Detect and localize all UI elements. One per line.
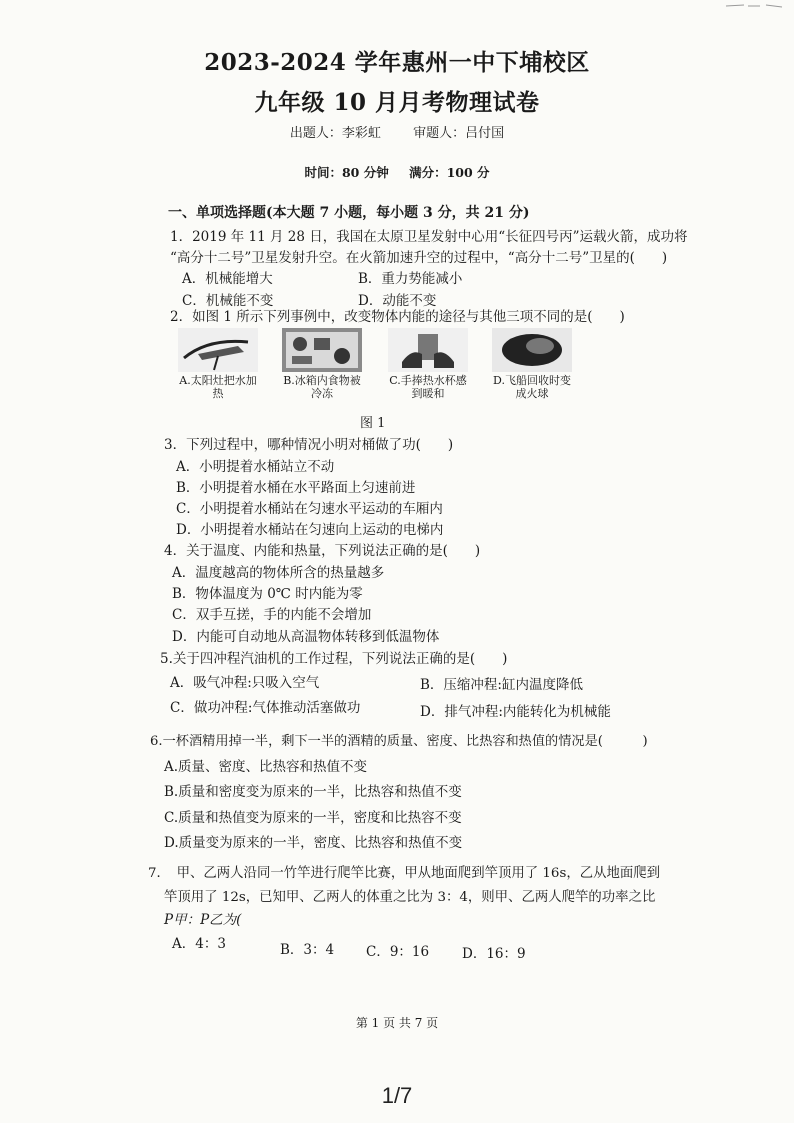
fig-c bbox=[388, 328, 468, 400]
q7-line1: 7． 甲、乙两人沿同一竹竿进行爬竿比赛，甲从地面爬到竿顶用了 16s，乙从地面爬到 bbox=[148, 866, 661, 881]
q5-stem: 5.关于四冲程汽油机的工作过程，下列说法正确的是( ) bbox=[160, 651, 508, 667]
fig-b bbox=[282, 328, 362, 400]
q6-option-b: B.质量和密度变为原来的一半，比热容和热值不变 bbox=[164, 784, 462, 800]
q1-line1: 1．2019 年 11 月 28 日，我国在太原卫星发射中心用“长征四号丙”运载火箭，成功将 bbox=[170, 229, 688, 245]
fig-b-caption: B.冰箱内食物被冷冻 bbox=[283, 374, 361, 400]
q7-line2: 竿顶用了 12s，已知甲、乙两人的体重之比为 3：4，则甲、乙两人爬竿的功率之比 bbox=[164, 890, 656, 905]
time-score-line bbox=[0, 163, 794, 181]
q6-option-c: C.质量和热值变为原来的一半，密度和比热容不变 bbox=[164, 810, 462, 826]
q5-option-d: D．排气冲程:内能转化为机械能 bbox=[420, 704, 611, 720]
q6-stem: 6.一杯酒精用掉一半，剩下一半的酒精的质量、密度、比热容和热值的情况是( ) bbox=[150, 734, 648, 749]
exam-time: 时间：80 分钟 bbox=[304, 165, 389, 180]
q6-option-d: D.质量变为原来的一半，密度、比热容和热值不变 bbox=[164, 835, 463, 851]
q7-option-d: D．16：9 bbox=[462, 946, 526, 962]
q7-option-c: C．9：16 bbox=[366, 944, 430, 960]
q7-line3: P甲：P乙为( bbox=[164, 912, 242, 928]
q3-option-d: D．小明提着水桶站在匀速向上运动的电梯内 bbox=[176, 522, 444, 538]
q4-option-d: D．内能可自动地从高温物体转移到低温物体 bbox=[172, 629, 440, 645]
capsule-fireball-image bbox=[492, 328, 572, 372]
q5-option-a: A．吸气冲程:只吸入空气 bbox=[170, 675, 320, 691]
section-heading: 一、单项选择题(本大题 7 小题，每小题 3 分，共 21 分) bbox=[168, 205, 530, 221]
reviewer: 审题人：吕付国 bbox=[413, 126, 505, 141]
q4-option-a: A．温度越高的物体所含的热量越多 bbox=[172, 565, 385, 581]
q1-option-b: B．重力势能减小 bbox=[358, 271, 463, 287]
q4-option-c: C．双手互搓，手的内能不会增加 bbox=[172, 607, 372, 623]
q1-line2: “高分十二号”卫星发射升空。在火箭加速升空的过程中，“高分十二号”卫星的( ) bbox=[170, 250, 668, 266]
q7-option-b: B．3：4 bbox=[280, 942, 335, 958]
q2-stem: 2．如图 1 所示下列事例中，改变物体内能的途径与其他三项不同的是( ) bbox=[170, 309, 625, 325]
exam-title-line2: 九年级 10 月月考物理试卷 bbox=[254, 89, 540, 116]
setter: 出题人：李彩虹 bbox=[289, 126, 381, 141]
exam-title-line1: 2023-2024 学年惠州一中下埔校区 bbox=[204, 49, 590, 76]
solar-cooker-image bbox=[178, 328, 258, 372]
scan-artifact bbox=[724, 0, 784, 12]
exam-score: 满分：100 分 bbox=[409, 165, 490, 180]
fridge-food-image bbox=[282, 328, 362, 372]
q3-option-c: C．小明提着水桶站在匀速水平运动的车厢内 bbox=[176, 501, 443, 517]
fig-a-caption: A.太阳灶把水加热 bbox=[179, 374, 257, 400]
q1-option-d: D．动能不变 bbox=[358, 293, 437, 309]
fig-a bbox=[178, 328, 258, 400]
q4-stem: 4．关于温度、内能和热量，下列说法正确的是( ) bbox=[164, 543, 481, 559]
viewer-page-indicator: 1/7 bbox=[381, 1083, 413, 1108]
figure-1 bbox=[178, 328, 598, 408]
q5-option-b: B．压缩冲程:缸内温度降低 bbox=[420, 677, 583, 693]
fig-d-caption: D.飞船回收时变成火球 bbox=[493, 374, 571, 400]
figure-1-label: 图 1 bbox=[360, 416, 386, 431]
fig-d bbox=[492, 328, 572, 400]
hands-cup-image bbox=[388, 328, 468, 372]
q1-option-a: A．机械能增大 bbox=[182, 271, 273, 287]
q3-stem: 3．下列过程中，哪种情况小明对桶做了功( ) bbox=[164, 437, 454, 453]
q7-option-a: A．4：3 bbox=[172, 936, 226, 952]
fig-c-caption: C.手捧热水杯感到暖和 bbox=[389, 374, 467, 400]
q5-option-c: C．做功冲程:气体推动活塞做功 bbox=[170, 700, 361, 716]
authors-line bbox=[0, 122, 794, 141]
q6-option-a: A.质量、密度、比热容和热值不变 bbox=[164, 759, 368, 775]
q4-option-b: B．物体温度为 0℃ 时内能为零 bbox=[172, 586, 363, 602]
q1-option-c: C．机械能不变 bbox=[182, 293, 274, 309]
page-footer: 第 1 页 共 7 页 bbox=[355, 1016, 439, 1030]
q3-option-a: A．小明提着水桶站立不动 bbox=[176, 459, 335, 475]
q3-option-b: B．小明提着水桶在水平路面上匀速前进 bbox=[176, 480, 416, 496]
